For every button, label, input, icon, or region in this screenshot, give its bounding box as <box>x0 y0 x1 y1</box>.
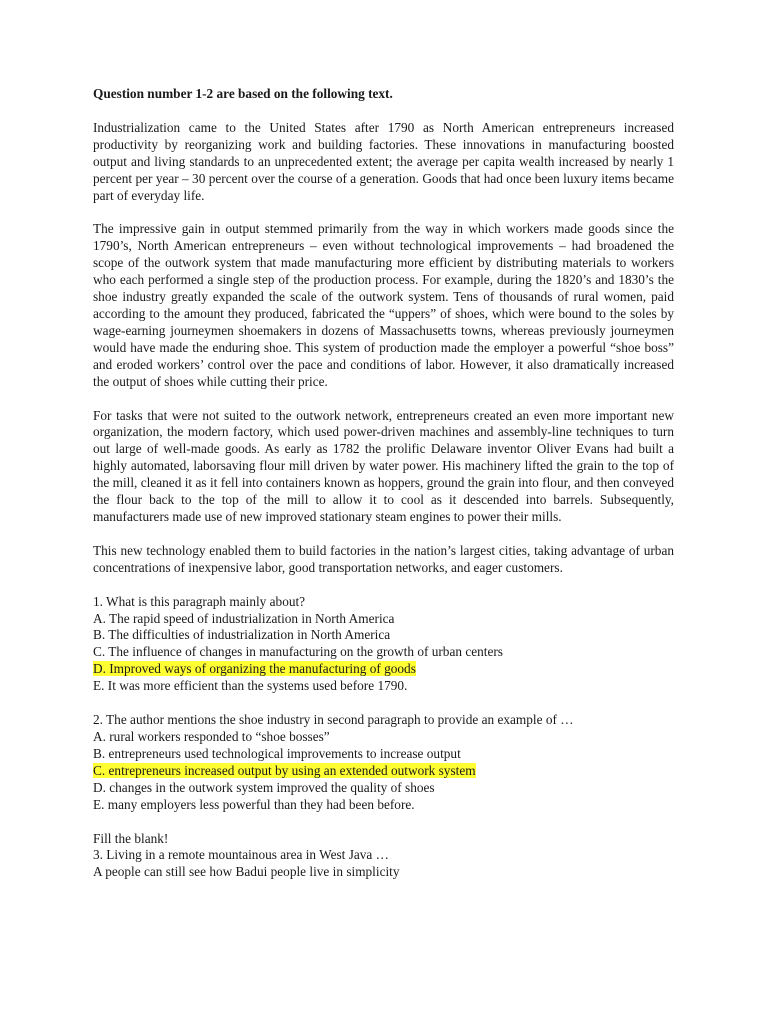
question-1-option-b <box>93 627 674 644</box>
question-1 <box>93 594 674 695</box>
option-text: B. entrepreneurs used technological improvements to increase output <box>93 745 461 761</box>
document-page <box>93 86 674 898</box>
question-1-option-e <box>93 678 674 695</box>
paragraph-4: This new technology enabled them to build factories in the nation’s largest cities, taking advantage of urban concentrations of inexpensive labor, good transportation networks, and eager customers. <box>93 542 674 575</box>
paragraph-3: For tasks that were not suited to the outwork network, entrepreneurs created an even more important new organization, the modern factory, which used power-driven machines and assembly-line techniques to turn out large of well-made goods. As early as 1782 the prolific Delaware inventor Oliver Evans had built a highly automated, laborsaving flour mill driven by water power. His machinery lifted the grain to the top of the mill, cleaned it as it fell into containers known as hoppers, ground the grain into flour, and then conveyed the flour back to the top of the mill to allow it to cool as it descended into barrels. Subsequently, manufacturers made use of new improved stationary steam engines to power their mills. <box>93 407 674 524</box>
paragraph-1: Industrialization came to the United States after 1790 as North American entrepreneurs increased productivity by reorganizing work and building factories. These innovations in manufacturing boosted output and living standards to an unprecedented extent; the average per capita wealth increased by nearly 1 percent per year – 30 percent over the course of a generation. Goods that had once been luxury items became part of everyday life. <box>93 119 674 203</box>
option-text: A. rural workers responded to “shoe bosses” <box>93 729 330 744</box>
highlighted-answer: D. Improved ways of organizing the manufacturing of goods <box>93 661 416 677</box>
question-2 <box>93 712 674 813</box>
fill-blank-line-2: A people can still see how Badui people live in simplicity <box>93 864 400 880</box>
highlighted-answer: C. entrepreneurs increased output by using an extended outwork system <box>93 762 476 778</box>
question-1-text: 1. What is this paragraph mainly about? <box>93 593 306 609</box>
question-1-option-a <box>93 611 674 628</box>
option-text: A. The rapid speed of industrialization in North America <box>93 610 395 626</box>
fill-blank-section <box>93 831 674 882</box>
question-2-option-d <box>93 780 674 797</box>
question-1-option-c <box>93 644 674 661</box>
question-2-option-b <box>93 746 674 763</box>
question-2-option-c <box>93 763 674 780</box>
question-2-text: 2. The author mentions the shoe industry in second paragraph to provide an example of … <box>93 712 574 728</box>
option-text: E. It was more efficient than the systems used before 1790. <box>93 678 408 694</box>
fill-blank-line-1: 3. Living in a remote mountainous area in West Java … <box>93 847 389 863</box>
option-text: B. The difficulties of industrialization in North America <box>93 627 391 643</box>
section-title: Question number 1-2 are based on the following text. <box>93 86 393 101</box>
question-1-option-d <box>93 661 674 678</box>
option-text: C. The influence of changes in manufacturing on the growth of urban centers <box>93 644 503 660</box>
fill-blank-heading: Fill the blank! <box>93 830 169 846</box>
option-text: E. many employers less powerful than they had been before. <box>93 796 415 812</box>
question-2-option-a <box>93 729 674 746</box>
option-text: D. changes in the outwork system improved the quality of shoes <box>93 779 435 795</box>
paragraph-2: The impressive gain in output stemmed primarily from the way in which workers made goods since the 1790’s, North American entrepreneurs – even without technological improvements – had broadened the scope of the outwork system that made manufacturing more efficient by distributing materials to workers who each performed a single step of the production process. For example, during the 1820’s and 1830’s the shoe industry greatly expanded the scale of the outwork system. Tens of thousands of rural women, paid according to the amount they produced, fabricated the “uppers” of shoes, which were bound to the soles by wage-earning journeymen shoemakers in dozens of Massachusetts towns, whereas previously journeymen would have made the enduring shoe. This system of production made the employer a powerful “shoe boss” and eroded workers’ control over the pace and conditions of labor. However, it also dramatically increased the output of shoes while cutting their price. <box>93 221 674 389</box>
question-2-option-e <box>93 797 674 814</box>
